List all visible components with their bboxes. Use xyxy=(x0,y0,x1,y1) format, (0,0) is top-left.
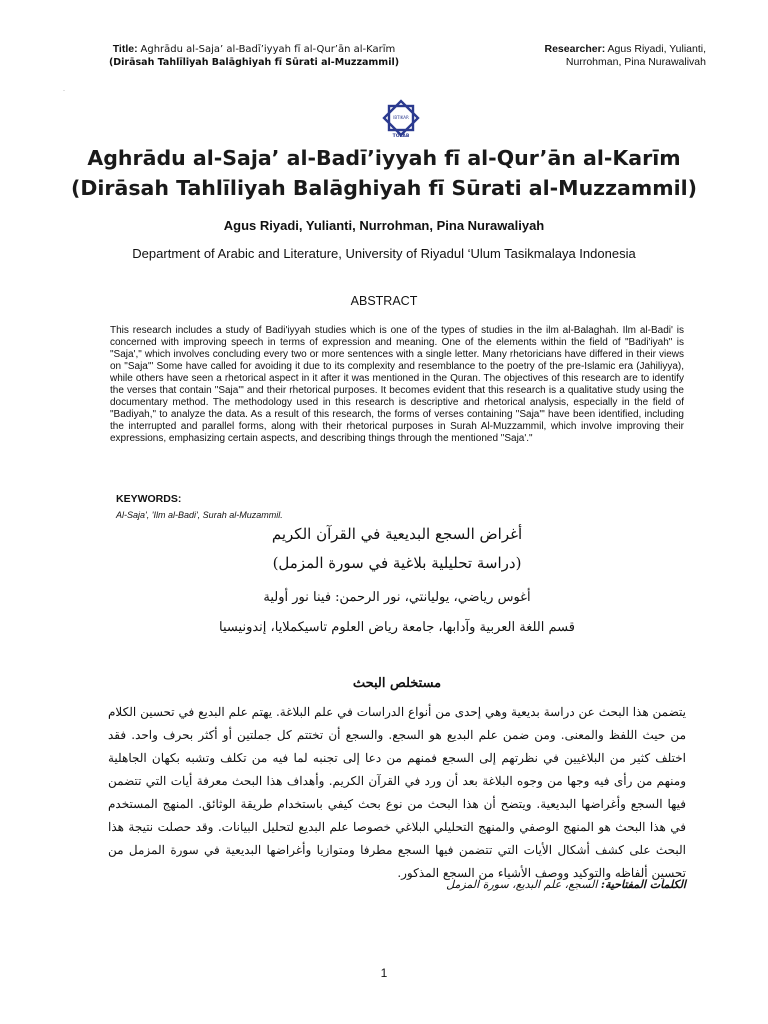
header-title-line1: Aghrādu al-Saja’ al-Badī’iyyah fī al-Qur’ān al-Karīm xyxy=(140,44,396,55)
arabic-affiliation: قسم اللغة العربية وآدابها، جامعة رياض العلوم تاسيكملايا، إندونيسيا xyxy=(219,620,575,635)
header-researcher-names: Agus Riyadi, Yulianti, Nurrohman, Pina Nurawalivah xyxy=(565,43,706,68)
header-researcher-block xyxy=(516,43,706,69)
page-number: 1 xyxy=(380,966,388,980)
abstract-heading: ABSTRACT xyxy=(350,294,418,308)
header-title-label: Title: xyxy=(112,43,138,55)
paper-authors: Agus Riyadi, Yulianti, Nurrohman, Pina Nurawaliyah xyxy=(223,218,545,233)
arabic-keywords-text: السجع، علم البديع، سورة المزمل xyxy=(446,878,598,891)
journal-logo xyxy=(375,97,427,143)
arabic-abstract-heading: مستخلص البحث xyxy=(352,676,442,691)
arabic-title-line2: (دراسة تحليلية بلاغية في سورة المزمل) xyxy=(272,554,522,572)
arabic-authors: أغوس رياضي، يوليانتي، نور الرحمن: فينا نور أولية xyxy=(263,590,531,605)
paper-title xyxy=(40,143,728,203)
keywords-text: Al-Saja', 'Ilm al-Badi', Surah al-Muzammil. xyxy=(116,510,283,520)
logo-caption-bottom: TOLAB xyxy=(392,134,410,139)
arabic-abstract-text: يتضمن هذا البحث عن دراسة بديعية وهي إحدى من أنواع الدراسات في علم البلاغة. يهتم علم البديع في تحسين الكلام من حيث اللفظ والمعنى. ومن ضمن علم البديع هو السجع. والسجع أن تختتم كل جملتين أو أكثر بحرف واحد. فقد اختلف كثير من البلاغيين في نظرتهم إلى السجع فمنهم من دعا إلى تجنبه لما فيه من تكلف وتشبه بكهان الجاهلية ومنهم من رأى فيه وجها من وجوه البلاغة بعد أن ورد في القرآن الكريم. وأهداف هذا البحث معرفة أيات التي تتضمن فيها السجع وأغراضها البديعية. ويتضح أن هذا البحث من نوع بحث كيفي باستخدام طريقة الوثائق. المنهج المستخدم في هذا البحث هو المنهج الوصفي والمنهج التحليلي البلاغي خصوصا علم البديع لتحليل البيانات. وقد حصلت نتيجة هذا البحث على كشف أشكال الأيات التي تتضمن فيها السجع مطرفا ومتوازيا وأغراضها البديعية في سورة المزمل من تحسين ألفاظه والتوكيد ووصف الأشياء من السجع المذكور. xyxy=(108,705,686,880)
keywords-heading: KEYWORDS: xyxy=(116,493,182,505)
arabic-keywords xyxy=(108,878,686,891)
paper-title-line2: (Dirāsah Tahlīliyah Balāghiyah fī Sūrati al-Muzzammil) xyxy=(70,176,698,200)
abstract-body xyxy=(110,325,684,445)
paper-title-line1: Aghrādu al-Saja’ al-Badī’iyyah fī al-Qur’ān al-Karīm xyxy=(87,146,681,170)
header-title-block xyxy=(64,43,444,69)
arabic-abstract-body xyxy=(108,701,686,885)
header-dot: · xyxy=(63,88,65,94)
abstract-text: This research includes a study of Badi'iyyah studies which is one of the types of studies in the ilm al-Balaghah. Ilm al-Badi' is concerned with improving speech in terms of expression and meaning. One of the elements within the field of "Badi'iyah" is "Saja'," which involves concluding every two or more sentences with a single letter. Many rhetoricians have differed in their views on "Saja'" Some have called for avoiding it due to its complexity and resemblance to the poetry of the pre-Islamic era (Jahiliyya), while others have seen a rhetorical aspect in it after it was mentioned in the Quran. The objectives of this research are to identify the verses that contain "Saja'" and their rhetorical purposes. It becomes evident that this research is a qualitative study using the documentary method. The methodology used in this research is descriptive and rhetorical analysis, especially in the field of "Badiyah," to analyze the data. As a result of this research, the forms of verses containing "Saja'" have been identified, including the interrupted and parallel forms, along with their rhetorical purposes in Surah Al-Muzzammil, which involve improving their expressions, emphasizing certain aspects, and describing things through the mentioned "Saja'." xyxy=(110,325,684,444)
header-title-line2: (Dirāsah Tahlīliyah Balāghiyah fī Sūrati al-Muzzammil) xyxy=(108,57,400,68)
paper-affiliation: Department of Arabic and Literature, University of Riyadul ‘Ulum Tasikmalaya Indonesia xyxy=(132,246,636,261)
header-researcher-label: Researcher: xyxy=(544,43,606,55)
arabic-keywords-label: الكلمات المفتاحية: xyxy=(600,878,686,891)
arabic-title-line1: أغراض السجع البديعية في القرآن الكريم xyxy=(271,525,523,543)
logo-caption-top: IBTIKAR xyxy=(393,115,409,120)
